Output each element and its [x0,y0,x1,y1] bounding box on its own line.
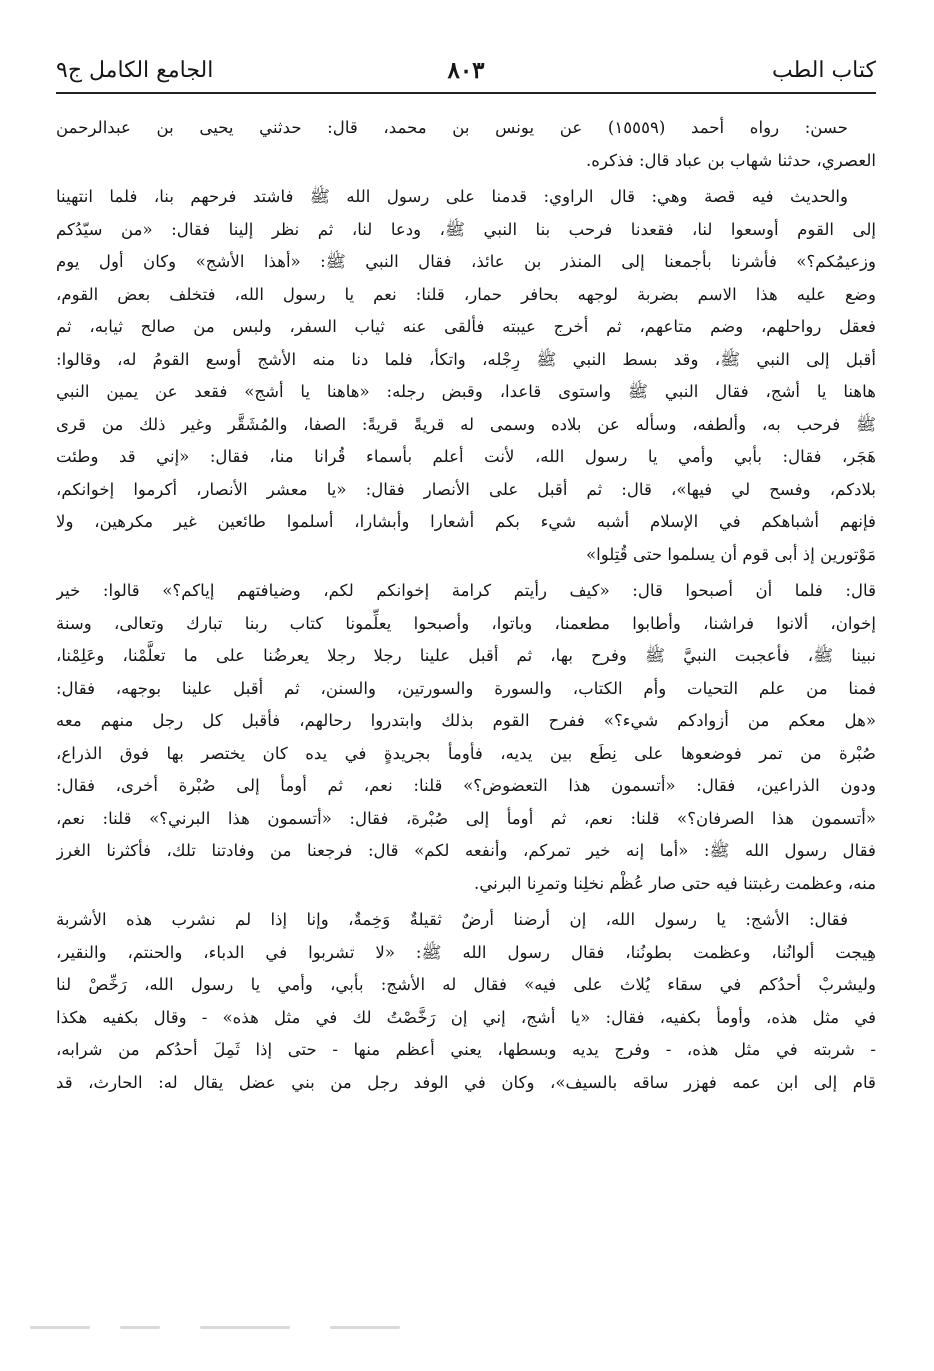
paragraph [56,181,876,571]
text-line: العصري، حدثنا شهاب بن عباد قال: فذكره. [586,150,876,170]
paragraph [56,904,876,1099]
book-title: الجامع الكامل ج٩ [56,58,214,83]
page-body [56,112,876,1099]
text-line: حسن: رواه أحمد (١٥٥٥٩) عن يونس بن محمد، قال: حدثني يحيى بن عبدالرحمن [56,118,848,137]
text-line: صُبْرة من تمر فوضعوها على نِطَع بين يديه، فأومأ بجريدةٍ في يده كان يختصر بها فوق الذراع، [56,743,876,763]
text-line: «أتسمون هذا الصرفان؟» قلنا: نعم، ثم أومأ إلى صُبْرة، فقال: «أتسمون هذا البرني؟» قلنا: نعم، [56,808,876,828]
text-line: والحديث فيه قصة وهي: قال الراوي: قدمنا على رسول الله ﷺ فاشتد فرحهم بنا، فلما انتهينا [56,187,848,206]
text-line: وضع عليه هذا الاسم بضربة لوجهه بحافر حمار، قلنا: نعم يا رسول الله، فتخلف بعض القوم، [56,284,876,304]
text-line: إلى القوم أوسعوا لنا، فقعدنا فرحب بنا النبي ﷺ، ودعا لنا، ثم نظر إلينا فقال: «من سيّدُكم [56,219,876,239]
scan-artifact [10,1322,430,1336]
text-line: إخوان، ألانوا فراشنا، وأطابوا مطعمنا، وباتوا، وأصبحوا يعلِّمونا كتاب ربنا تبارك وتعالى، وسنة [56,613,876,633]
paragraph [56,575,876,900]
text-line: هاهنا يا أشج، فقال النبي ﷺ واستوى قاعدا، وقبض رجله: «هاهنا يا أشج» فقعد عن يمين النبي [56,382,876,401]
text-line: فمنا من علم التحيات وأم الكتاب، والسورة والسورتين، والسنن، ثم أقبل علينا بوجهه، فقال: [56,678,876,698]
text-line: بلادكم، وفسح لي فيها»، قال: ثم أقبل على الأنصار فقال: «يا معشر الأنصار، أكرموا إخوانكم، [56,479,876,499]
page-number: ٨٠٣ [447,57,485,84]
text-line: هِيجت ألوانُنا، وعظمت بطونُنا، فقال رسول الله ﷺ: «لا تشربوا في الدباء، والحنتم، والنقير، [56,942,876,962]
paragraph [56,112,876,177]
text-line: «هل معكم من أزوادكم شيء؟» ففرح القوم بذلك وابتدروا رحالهم، فأقبل كل رجل منهم معه [56,711,876,730]
book-page [56,52,876,1352]
chapter-title: كتاب الطب [772,58,876,83]
text-line: قال: فلما أن أصبحوا قال: «كيف رأيتم كرامة إخوانكم لكم، وضيافتهم إياكم؟» قالوا: خير [56,581,876,600]
text-line: فقال رسول الله ﷺ: «أما إنه خير تمركم، وأنفعه لكم» قال: فرجعنا من وفادتنا تلك، فأكثرنا الغرز [56,841,876,860]
text-line: فقال: الأشج: يا رسول الله، إن أرضنا أرضٌ ثقيلةٌ وَخِمةٌ، وإنا إذا لم نشرب هذه الأشربة [56,910,848,929]
text-line: منه، وعظمت رغبتنا فيه حتى صار عُظْم نخلِنا وتمرِنا البرني. [474,873,876,893]
text-line: أقبل إلى النبي ﷺ، وقد بسط النبي ﷺ رِجْله، واتكأ، فلما دنا منه الأشج أوسع القومُ له، وقالوا: [56,349,876,369]
text-line: هَجَر، فقال: بأبي وأمي يا رسول الله، لأنت أعلم بأسماء قُرانا منا، فقال: «إني قد وطئت [56,447,876,466]
text-line: ﷺ فرحب به، وألطفه، وسأله عن بلاده وسمى له قريةً قريةً: الصفا، والمُشَقَّر وغير ذلك من قرى [56,414,876,434]
text-line: نبينا ﷺ، فأعجبت النبيَّ ﷺ وفرح بها، ثم أقبل علينا رجلا رجلا يعرضُنا على ما تعلَّمْنا، وعَلِمْنا، [56,646,876,665]
text-line: ودون الذراعين، فقال: «أتسمون هذا التعضوض؟» قلنا: نعم، ثم أومأ إلى صُبْرة أخرى، فقال: [56,776,876,795]
text-line: فعقل رواحلهم، وضم متاعهم، ثم أخرج عيبته فألقى عنه ثياب السفر، ولبس من صالح ثيابه، ثم [56,317,876,336]
text-line: فإنهم أشباهكم في الإسلام أشبه شيء بكم أشعارا وأبشارا، أسلموا طائعين غير مكرهين، ولا [56,512,876,531]
text-line: في مثل هذه، وأومأ بكفيه، فقال: «يا أشج، إني إن رَخَّصْتُ لك في مثل هذه» - وقال بكفيه هكذا [56,1007,876,1027]
text-line: مَوْتورين إذ أبى قوم أن يسلموا حتى قُتِلوا» [585,544,876,564]
text-line: - شربته في مثل هذه، - وفرج يديه وبسطها، يعني أعظم منها - حتى إذا ثَمِلَ أحدُكم من شرابه، [56,1040,876,1059]
text-line: وليشربْ أحدُكم في سقاء يُلاث على فيه» فقال له الأشج: بأبي، وأمي يا رسول الله، رَخِّصْ لنا [56,975,876,994]
text-line: قام إلى ابن عمه فهزر ساقه بالسيف»، وكان في الوفد رجل من بني عضل يقال له: الحارث، قد [56,1072,876,1092]
text-line: وزعيمُكم؟» فأشرنا بأجمعنا إلى المنذر بن عائذ، فقال النبي ﷺ: «أهذا الأشج» وكان أول يوم [56,252,876,271]
running-header [56,52,876,94]
